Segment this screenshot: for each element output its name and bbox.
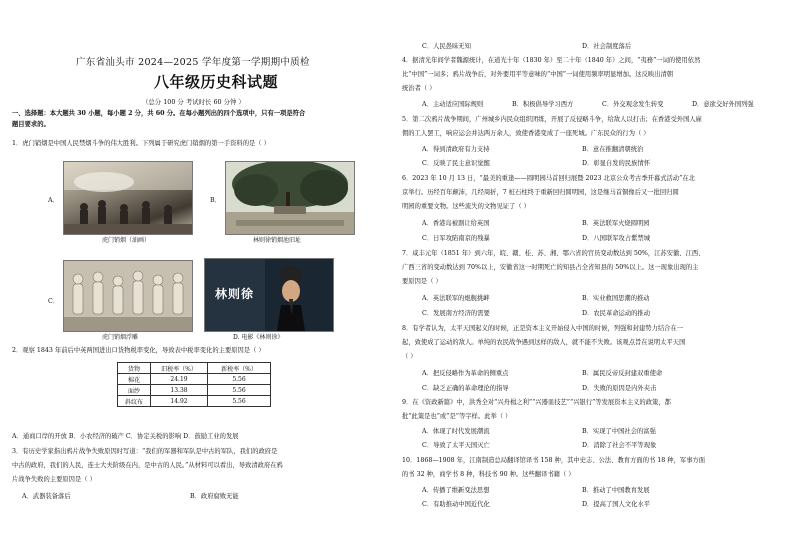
q4-option-b: B．积极倡导学习西方 bbox=[512, 101, 574, 108]
q9-option-a: A．体现了时代发展潮流 bbox=[422, 428, 490, 435]
relief-sculpture bbox=[64, 261, 192, 331]
table-row bbox=[118, 385, 271, 396]
q3-line3: 片战争失败的主要原因是（ ） bbox=[12, 476, 96, 483]
q1-option-a-letter: A． bbox=[48, 197, 59, 204]
table-cell: 5.56 bbox=[208, 374, 271, 385]
q1-stem: 1．虎门销烟是中国人民禁烟斗争的伟大胜利。下列属于研究虎门销烟的第一手资料的是（ ） bbox=[12, 140, 270, 147]
q6-option-c: C．日军攻陷南京的残暴 bbox=[422, 235, 490, 242]
q6-option-a: A．香港岛被割让给英国 bbox=[422, 220, 490, 227]
q8-option-a: A．把反侵略作为革命的侧重点 bbox=[422, 370, 509, 377]
q7-option-d: D．农民革命运动的推动 bbox=[582, 310, 651, 317]
table-cell: 斜纹布 bbox=[118, 396, 151, 407]
exam-meta: （总分 100 分 考试时长 60 分钟 ） bbox=[142, 98, 245, 106]
q6-line3: 明园的重要文物。这些流失的文物见证了（ ） bbox=[402, 203, 530, 210]
q10-option-c: C．有助推动中国近代化 bbox=[422, 501, 490, 508]
q3-option-b: B．政府腐败无能 bbox=[190, 493, 239, 500]
q9-option-d: D．消除了社会不平等现象 bbox=[582, 442, 657, 449]
left-column bbox=[12, 0, 385, 550]
q2-stem: 2．观察 1843 年前后中英两国进出口货物税率变化，导致表中税率变化的主要原因是（ ） bbox=[12, 347, 265, 354]
q1-option-c-image bbox=[63, 260, 193, 332]
q3-option-a: A．武器装备落后 bbox=[22, 493, 71, 500]
subject-title: 八年级历史科试题 bbox=[154, 73, 279, 91]
q8-option-c: C．缺乏正确的革命理论的指导 bbox=[422, 385, 509, 392]
table-cell: 5.56 bbox=[208, 396, 271, 407]
q4-option-a: A．主动适应国际规则 bbox=[422, 101, 484, 108]
q3-option-d: D．社会制度落后 bbox=[582, 43, 632, 50]
q9-option-b: B．实现了中国社会的富强 bbox=[582, 428, 656, 435]
movie-title-overlay: 林则徐 bbox=[215, 287, 255, 301]
q5-line1: 5．第二次鸦片战争期间，广州城乡内民众组织团练，开展了反侵略斗争，给敌人以打击；在香港受外国人雇 bbox=[402, 116, 702, 123]
q6-option-b: B．英法联军火烧圆明园 bbox=[582, 220, 650, 227]
table-header: 新税率（%） bbox=[208, 363, 271, 374]
q4-line1: 4．据清光年间学者魏源统计，在道光十年（1830 年）至二十年（1840 年）之间，“夷務”一词的使用依然 bbox=[402, 57, 701, 64]
q3-line2: 中古的政府，我们的人民，连士大夫阶级在内，是中古的人民。”从材料可以看出，导致清政府在鸦 bbox=[12, 462, 283, 469]
q1-option-d-image bbox=[204, 258, 334, 332]
section1-instructions-line2: 题目要求的。 bbox=[12, 121, 50, 128]
q1-option-b-image bbox=[225, 161, 355, 235]
q1-option-d-caption: D. 电影《林则徐》 bbox=[233, 334, 284, 341]
q8-line3: （ ） bbox=[402, 353, 417, 360]
q1-option-a-image bbox=[63, 161, 193, 235]
q4-option-d: D．意欲交好外国列强 bbox=[692, 101, 754, 108]
table-cell: 24.19 bbox=[151, 374, 208, 385]
q5-option-b: B．意在推翻清朝统治 bbox=[582, 146, 644, 153]
oil-painting-illustration bbox=[64, 162, 192, 234]
q8-option-d: D．失败的原因是内外夹击 bbox=[582, 385, 657, 392]
q3-line1: 3．有历史学家指出鸦片战争失败原因时写道：“我们的军器和军队是中古的军队，我们的政府是 bbox=[12, 448, 278, 455]
q1-option-b-letter: B． bbox=[210, 197, 221, 204]
q5-option-c: C．反映了民主意识觉醒 bbox=[422, 160, 490, 167]
exam-title: 广东省汕头市 2024—2025 学年度第一学期期中质检 bbox=[76, 57, 310, 68]
q4-line2: 比“中国”一词多；鸦片战争后，对外要用平等意味的“中国”一词使用频率明显增加。这反映出清朝 bbox=[402, 71, 674, 78]
q9-option-c: C．导致了太平天国灭亡 bbox=[422, 442, 490, 449]
q7-line1: 7．咸丰元年（1851 年）到六年，皖、赣、桂、苏、湘、鄂六省的官员变动数达到 50%，江苏安徽、江西、 bbox=[402, 250, 705, 257]
q2-options: A．通商口岸的开放 B．小农经济的破产 C．协定关税的影响 D．鼓励工业的发展 bbox=[12, 433, 239, 440]
q9-line2: 批“此策是也”或“是”等字样。此举（ ） bbox=[402, 413, 512, 420]
table-row bbox=[118, 396, 271, 407]
q4-line3: 统治者（ ） bbox=[402, 85, 436, 92]
q10-option-d: D．提高了国人文化水平 bbox=[582, 501, 651, 508]
q7-line2: 广西三省的变动数达到 70%以上，安徽省这一时期死亡的知县占全省知县的 50%以上。这一现象出现的主 bbox=[402, 264, 699, 271]
q7-line3: 要原因是（ ） bbox=[402, 278, 442, 285]
q7-option-a: A．英法联军的炮舰挑衅 bbox=[422, 295, 490, 302]
q1-option-c-caption: 虎门销烟浮雕 bbox=[102, 334, 139, 341]
q6-line1: 6．2023 年 10 月 13 日，“最美的重逢——圆明园马首回归展暨 2023 北京公众考古季开幕式活动”在北 bbox=[402, 175, 695, 182]
table-row bbox=[118, 374, 271, 385]
q1-option-a-caption: 虎门销烟（油画） bbox=[102, 237, 151, 244]
table-cell: 14.92 bbox=[151, 396, 208, 407]
q10-option-a: A．传播了维新变法思想 bbox=[422, 487, 490, 494]
q7-option-c: C．发展南方经济的需要 bbox=[422, 310, 490, 317]
q1-option-b-caption: 林则徐销烟池旧址 bbox=[253, 237, 302, 244]
q6-option-d: D．八国联军攻占紫禁城 bbox=[582, 235, 651, 242]
q10-option-b: B．推动了中国教育发展 bbox=[582, 487, 650, 494]
q8-line2: 起，致使成了运动的敌人。单纯的农民战争遇到这样的敌人，就不能不失败。该观点旨在说明太平天国 bbox=[402, 339, 686, 346]
table-cell: 面纱 bbox=[118, 385, 151, 396]
table-cell: 13.38 bbox=[151, 385, 208, 396]
table-cell: 棉花 bbox=[118, 374, 151, 385]
q6-line2: 京举行。历经百年颠沛，几经周折，7 桩石柱终于重新回归圆明园，这是继马首铜像后又一批回归圆 bbox=[402, 189, 679, 196]
q10-line1: 10．1868—1908 年，江南制造总局翻译馆译书 158 种，其中史志、公法、教育方面的书 18 种，军事方面 bbox=[402, 457, 706, 464]
table-header-row bbox=[118, 363, 271, 374]
q10-line2: 的书 32 种，商学书 8 种，科技书 90 种。这些翻译书籍（ ） bbox=[402, 471, 575, 478]
table-header: 货物 bbox=[118, 363, 151, 374]
q5-option-d: D．彰显自发的民族情怀 bbox=[582, 160, 651, 167]
q4-option-c: C．外交观念发生转变 bbox=[602, 101, 664, 108]
q8-option-b: B．属民反帝反封建双重使命 bbox=[582, 370, 663, 377]
table-header: 旧税率（%） bbox=[151, 363, 208, 374]
q1-option-c-letter: C． bbox=[48, 298, 60, 305]
q5-line2: 佣的工人罢工，响应运会并达两万余人，致使香港变成了一座死城。广东民众的行为（ ） bbox=[402, 130, 650, 137]
q9-line1: 9．在《资政新篇》中，洪秀全对“兴舟楫之利”“兴器皿技艺”“兴银行”等发展资本主义的政策，都 bbox=[402, 399, 671, 406]
q5-option-a: A．得到清政府有力支持 bbox=[422, 146, 490, 153]
q3-option-c: C．人民愚昧无知 bbox=[422, 43, 471, 50]
section1-instructions-line1: 一、选择题：本大题共 30 小题，每小题 2 分，共 60 分。在每小题列出的四个选项中，只有一项是符合 bbox=[12, 110, 306, 117]
memorial-pool-photo bbox=[226, 162, 354, 234]
right-column bbox=[402, 0, 777, 550]
q2-tax-table bbox=[117, 362, 271, 407]
table-cell: 5.56 bbox=[208, 385, 271, 396]
q8-line1: 8．有学者认为，太平天国起义的时候，正是资本主义开始侵入中国的时候，列强和封建势力结合在一 bbox=[402, 325, 684, 332]
q7-option-b: B．实业救国思潮的推动 bbox=[582, 295, 650, 302]
